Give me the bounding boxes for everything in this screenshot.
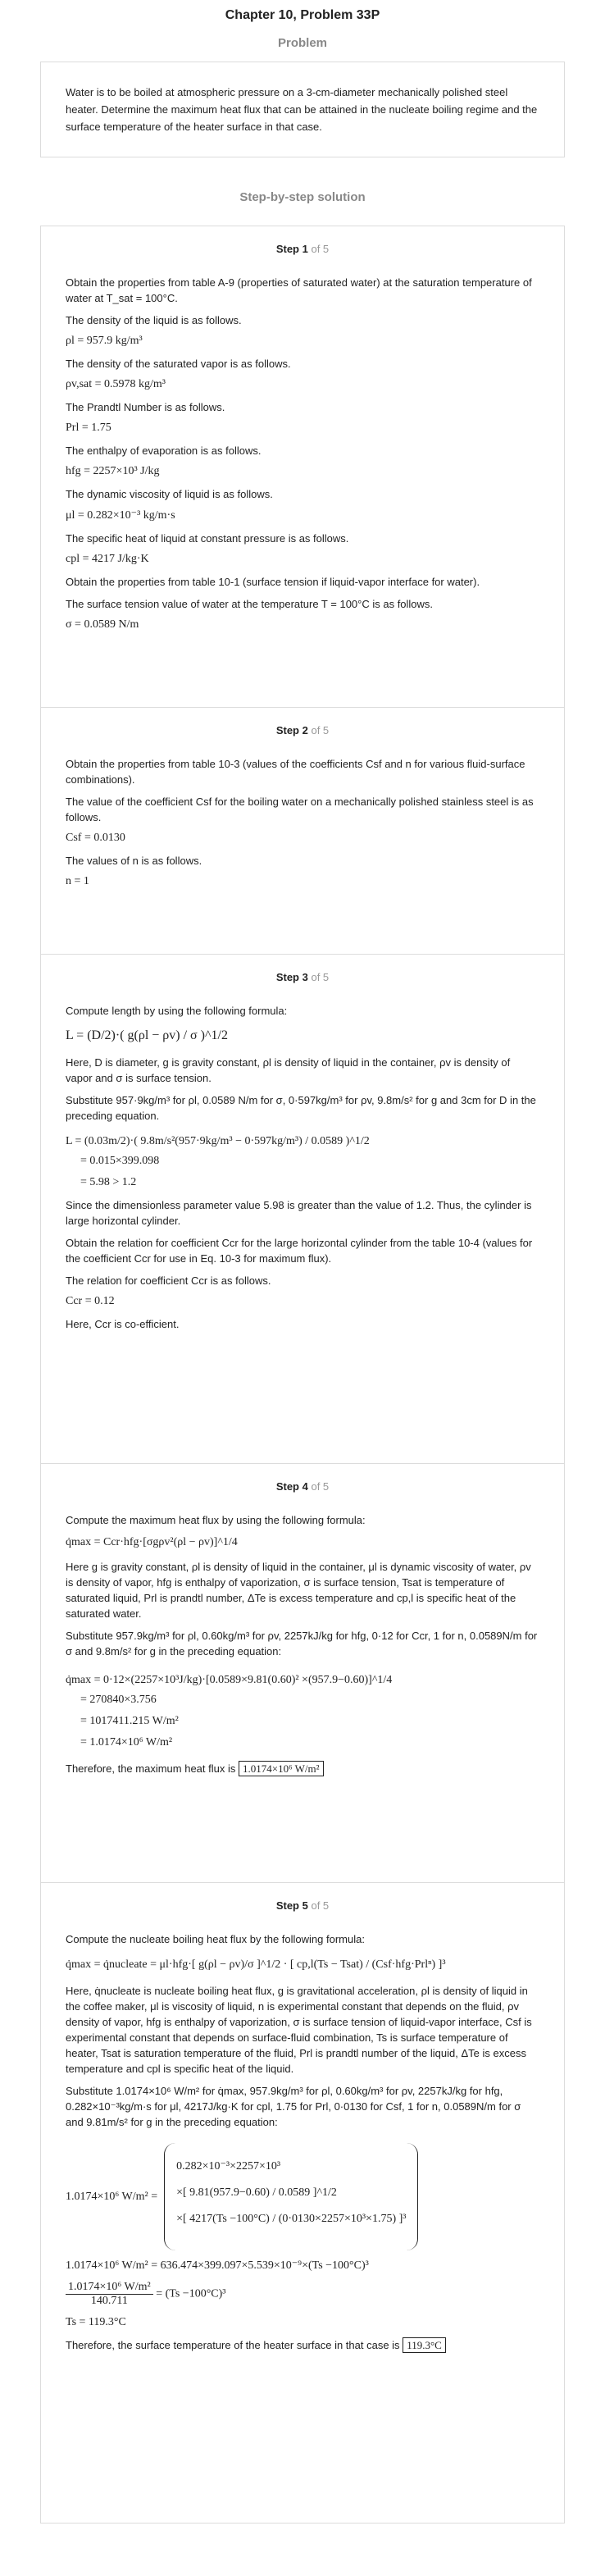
answer-box: 119.3°C: [403, 2337, 446, 2353]
step-5: [40, 1882, 565, 2524]
equation: q̇max = q̇nucleate = μl·hfg·[ g(ρl − ρv)/σ ]^1/2 · [ cp,l(Ts − Tsat) / (Csf·hfg·Prlⁿ) ]³: [66, 1958, 446, 1971]
page: [40, 8, 565, 2524]
equation: = 5.98 > 1.2: [80, 1176, 137, 1188]
step-text: Therefore, the surface temperature of the heater surface in that case is: [66, 2339, 400, 2351]
page-title: Chapter 10, Problem 33P: [225, 8, 380, 22]
problem-heading: Problem: [277, 36, 327, 50]
equation: Ccr = 0.12: [66, 1295, 115, 1307]
step-text: The value of the coefficient Csf for the boiling water on a mechanically polished stainless steel is as follows.: [66, 796, 534, 823]
equation: Csf = 0.0130: [66, 832, 125, 844]
step-text: Here, Ccr is co-efficient.: [66, 1318, 180, 1330]
equation: σ = 0.0589 N/m: [66, 618, 139, 631]
equation: = 0.015×399.098: [80, 1155, 160, 1167]
step-3-title: [66, 955, 539, 983]
step-2-title: [66, 708, 539, 736]
step-text: Compute the nucleate boiling heat flux by the following formula:: [66, 1933, 365, 1945]
answer-line: [66, 2337, 539, 2353]
equation: ρl = 957.9 kg/m³: [66, 335, 143, 347]
equation: 1.0174×10⁶ W/m² = 636.474×399.097×5.539×10⁻⁹×(Ts −100°C)³: [66, 2259, 369, 2272]
step-text: Obtain the relation for coefficient Ccr for the large horizontal cylinder from the table 10-4 (values for the coefficient Ccr for use in Eq. 10-3 for maximum flux).: [66, 1237, 533, 1265]
equation: μl = 0.282×10⁻³ kg/m·s: [66, 509, 175, 522]
step-label: Step 3: [275, 971, 308, 983]
equation-rhs: [164, 2143, 418, 2250]
equation: q̇max = 0·12×(2257×10³J/kg)·[0.0589×9.81(0.60)² ×(957.9−0.60)]^1/4: [66, 1674, 393, 1686]
step-of: of 5: [311, 724, 330, 736]
equation: Prl = 1.75: [66, 422, 111, 434]
step-of: of 5: [311, 1480, 330, 1493]
step-text: The values of n is as follows.: [66, 855, 202, 867]
step-text: The surface tension value of water at the temperature T = 100°C is as follows.: [66, 598, 434, 610]
step-text: Compute the maximum heat flux by using the following formula:: [66, 1514, 366, 1526]
equation-term: ×[ 9.81(957.9−0.60) / 0.0589 ]^1/2: [176, 2186, 337, 2199]
equation: Ts = 119.3°C: [66, 2316, 126, 2328]
substituted-equation: [66, 2143, 539, 2250]
step-4-title: [66, 1464, 539, 1493]
fraction: [66, 2281, 153, 2308]
step-text: Substitute 1.0174×10⁶ W/m² for q̇max, 957.9kg/m³ for ρl, 0.60kg/m³ for ρv, 2257kJ/kg for hfg, 0.282×10⁻³kg/m·s for μl, 4217J/kg·K for cpl, 1.75 for Prl, 0·0130 for Csf, 1 for n, 0.0589N/m for σ and 9.81m/s² for g in the preceding equation:: [66, 2085, 521, 2128]
step-4: [40, 1463, 565, 1882]
step-label: Step 1: [275, 243, 308, 255]
step-text: The density of the saturated vapor is as follows.: [66, 358, 291, 370]
answer-box: 1.0174×10⁶ W/m²: [239, 1761, 324, 1776]
step-text: Obtain the properties from table 10-3 (values of the coefficients Csf and n for various fluid-surface combinations).: [66, 758, 525, 786]
step-5-title: [66, 1883, 539, 1912]
step-of: of 5: [311, 1899, 330, 1912]
equation-term: 0.282×10⁻³×2257×10³: [176, 2160, 281, 2173]
step-text: The Prandtl Number is as follows.: [66, 401, 225, 413]
step-text: The enthalpy of evaporation is as follows.: [66, 445, 262, 457]
problem-card: [40, 62, 565, 157]
step-4-body: [66, 1493, 539, 1776]
step-text: The relation for coefficient Ccr is as follows.: [66, 1274, 271, 1287]
equation: q̇max = Ccr·hfg·[σgρv²(ρl − ρv)]^1/4: [66, 1536, 238, 1548]
problem-text: Water is to be boiled at atmospheric pressure on a 3-cm-diameter mechanically polished steel heater. Determine the maximum heat flux that can be attained in the nucleate boiling regime and the surface temperature of the heater surface in that case.: [66, 86, 538, 133]
step-text: The density of the liquid is as follows.: [66, 314, 242, 326]
step-text: Obtain the properties from table 10-1 (surface tension if liquid-vapor interface for water).: [66, 576, 480, 588]
equation: cpl = 4217 J/kg·K: [66, 553, 149, 565]
fraction-equation: [66, 2281, 539, 2308]
step-label: Step 2: [275, 724, 308, 736]
equation: ρv,sat = 0.5978 kg/m³: [66, 378, 166, 390]
equation: = 1.0174×10⁶ W/m²: [80, 1736, 173, 1748]
step-text: Substitute 957·9kg/m³ for ρl, 0.0589 N/m for σ, 0·597kg/m³ for ρv, 9.8m/s² for g and 3cm for D in the preceding equation.: [66, 1094, 536, 1122]
equation: L = (D/2)·( g(ρl − ρv) / σ )^1/2: [66, 1028, 228, 1042]
step-text: Compute length by using the following formula:: [66, 1005, 288, 1017]
step-of: of 5: [311, 971, 330, 983]
step-text: Here, q̇nucleate is nucleate boiling heat flux, g is gravitational acceleration, ρl is density of liquid in the coffee maker, μl is viscosity of liquid, n is experimental constant that depends on the fluid, ρv density of vapor, hfg is enthalpy of vaporization, σ is surface tension of liquid-vapor interface, Csf is experimental constant that depends on surface-fluid combination, Ts is surface temperature of heater, Tsat is saturation temperature of the fluid, Prl is prandtl number of the liquid, ΔTe is excess temperature and cpl is specific heat of the liquid.: [66, 1985, 532, 2075]
step-3-body: [66, 983, 539, 1332]
solution-heading: Step-by-step solution: [239, 190, 366, 204]
step-2-body: [66, 736, 539, 888]
step-text: Since the dimensionless parameter value 5.98 is greater than the value of 1.2. Thus, the cylinder is large horizontal cylinder.: [66, 1199, 532, 1227]
step-1: [40, 226, 565, 707]
step-2: [40, 707, 565, 954]
equation: L = (0.03m/2)·( 9.8m/s²(957·9kg/m³ − 0·597kg/m³) / 0.0589 )^1/2: [66, 1135, 370, 1147]
step-text: Obtain the properties from table A-9 (properties of saturated water) at the saturation temperature of water at T_sat = 100°C.: [66, 276, 532, 304]
step-of: of 5: [311, 243, 330, 255]
step-3: [40, 954, 565, 1463]
fraction-numerator: 1.0174×10⁶ W/m²: [66, 2281, 153, 2295]
equation: hfg = 2257×10³ J/kg: [66, 465, 160, 477]
step-text: The specific heat of liquid at constant pressure is as follows.: [66, 532, 349, 545]
equation: = 1017411.215 W/m²: [80, 1715, 179, 1727]
equation: n = 1: [66, 875, 89, 887]
step-1-body: [66, 255, 539, 631]
step-text: The dynamic viscosity of liquid is as follows.: [66, 488, 273, 500]
equation: = 270840×3.756: [80, 1694, 157, 1706]
step-text: Therefore, the maximum heat flux is: [66, 1762, 236, 1775]
step-label: Step 5: [275, 1899, 308, 1912]
solution-steps: [40, 226, 565, 2524]
step-label: Step 4: [275, 1480, 308, 1493]
step-5-body: [66, 1912, 539, 2353]
step-text: Substitute 957.9kg/m³ for ρl, 0.60kg/m³ for ρv, 2257kJ/kg for hfg, 0·12 for Ccr, 1 for n, 0.0589N/m for σ and 9.8m/s² for g in the preceding equation:: [66, 1630, 538, 1657]
equation-term: ×[ 4217(Ts −100°C) / (0·0130×2257×10³×1.75) ]³: [176, 2213, 407, 2225]
answer-line: [66, 1761, 539, 1776]
step-text: Here, D is diameter, g is gravity constant, ρl is density of liquid in the container, ρv is density of vapor and σ is surface tension.: [66, 1056, 511, 1084]
step-1-title: [66, 226, 539, 255]
equation-rhs: = (Ts −100°C)³: [156, 2287, 226, 2300]
fraction-denominator: 140.711: [90, 2295, 128, 2307]
step-text: Here g is gravity constant, ρl is density of liquid in the container, μl is dynamic viscosity of water, ρv is density of vapor, hfg is enthalpy of vaporization, σ is surface tension, Tsat is temperature of saturated liquid, Prl is prandtl number, ΔTe is excess temperature and cp,l is specific heat of the saturated water.: [66, 1561, 531, 1620]
equation-lhs: 1.0174×10⁶ W/m² =: [66, 2190, 158, 2203]
